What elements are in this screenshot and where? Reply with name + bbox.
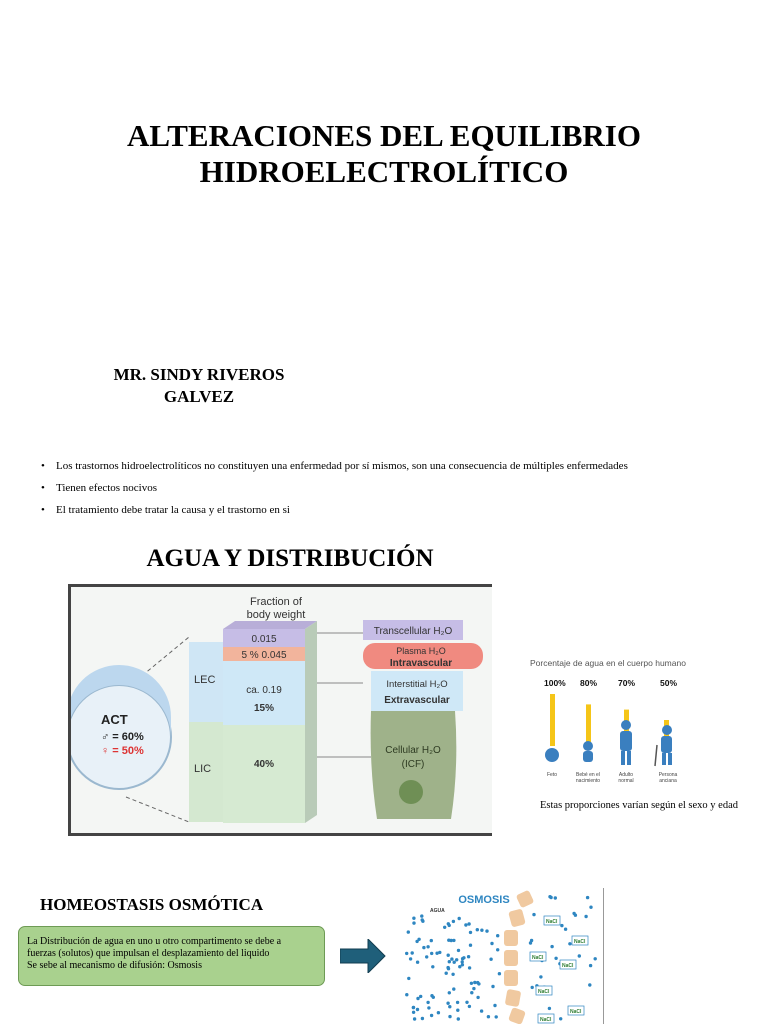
lic-label: LIC — [194, 763, 212, 775]
green-box-line: fuerzas (solutos) que impulsan el desplazamiento del liquido — [27, 948, 270, 959]
water-dot — [491, 985, 494, 988]
water-dot — [467, 955, 470, 958]
water-dot — [405, 993, 408, 996]
water-dot — [448, 1015, 451, 1018]
water-dot — [496, 934, 499, 937]
baby-head-icon — [583, 741, 593, 751]
osmosis-diagram — [400, 888, 603, 1024]
membrane-segment — [504, 930, 518, 946]
water-dot — [435, 952, 438, 955]
elderly-leg-icon — [668, 753, 672, 765]
nacl-label: NaCl — [538, 989, 550, 995]
water-dot — [443, 926, 446, 929]
label-icf: (ICF) — [401, 759, 425, 770]
water-dot — [451, 973, 454, 976]
water-dot — [413, 1017, 416, 1020]
slide-title-line1: ALTERACIONES DEL EQUILIBRIO — [127, 118, 641, 153]
cane-icon — [655, 745, 657, 766]
elderly-body-icon — [661, 736, 672, 753]
water-dot — [594, 957, 597, 960]
bullet-list — [40, 460, 680, 526]
author-name — [90, 364, 308, 408]
caption: Estas proporciones varían según el sexo y edad — [540, 800, 738, 811]
water-dot — [480, 929, 483, 932]
water-dot — [487, 1015, 490, 1018]
water-dot — [495, 1015, 498, 1018]
slide-title-line2: HIDROELECTROLÍTICO — [199, 154, 569, 189]
water-dot — [420, 914, 423, 917]
water-dot — [455, 958, 458, 961]
water-dot — [461, 963, 464, 966]
water-dot — [416, 997, 419, 1000]
label-cellular: Cellular H₂O — [385, 745, 441, 756]
act-male: ♂ = 60% — [101, 731, 144, 743]
water-percent-bar — [550, 694, 555, 746]
figure-label: Persona anciana — [658, 772, 678, 784]
water-dot — [450, 939, 453, 942]
water-dot — [457, 949, 460, 952]
water-dot — [431, 965, 434, 968]
water-distribution-figure — [68, 584, 492, 836]
water-dot — [458, 917, 461, 920]
water-dot — [548, 1007, 551, 1010]
water-dot — [448, 1005, 451, 1008]
cellular-block — [223, 725, 305, 823]
act-female: ♀ = 50% — [101, 745, 144, 757]
water-dot — [452, 920, 455, 923]
water-dot — [430, 994, 433, 997]
membrane-segment — [508, 908, 526, 927]
water-dot — [407, 930, 410, 933]
adult-body-icon — [620, 731, 632, 751]
water-dot — [490, 942, 493, 945]
adult-leg-icon — [621, 751, 625, 765]
water-dot — [447, 922, 450, 925]
membrane-segment — [504, 970, 518, 986]
section-title: AGUA Y DISTRIBUCIÓN — [146, 545, 434, 572]
water-percentage-title: Porcentaje de agua en el cuerpo humano — [530, 658, 686, 668]
water-dot — [422, 946, 425, 949]
nacl-label: NaCl — [574, 939, 586, 945]
water-dot — [411, 951, 414, 954]
osmosis-illustration — [400, 888, 604, 1024]
label-extravascular: Extravascular — [384, 695, 450, 706]
label-plasma: Plasma H₂O — [396, 646, 446, 656]
water-dot — [456, 1001, 459, 1004]
water-dot — [405, 952, 408, 955]
percent-value: 50% — [660, 678, 678, 688]
value-transcellular: 0.015 — [251, 634, 277, 645]
water-dot — [426, 945, 429, 948]
water-dot — [412, 1006, 415, 1009]
membrane-segment — [508, 1007, 526, 1024]
elderly-leg-icon — [662, 753, 666, 765]
water-dot — [426, 1001, 429, 1004]
value-plasma: 5 % 0.045 — [241, 650, 287, 661]
zoom-line — [126, 797, 189, 822]
water-dot — [498, 972, 501, 975]
water-dot — [452, 987, 455, 990]
water-dot — [425, 955, 428, 958]
water-dot — [550, 945, 553, 948]
water-dot — [430, 939, 433, 942]
water-dot — [407, 977, 410, 980]
nacl-label: NaCl — [546, 919, 558, 925]
water-dot — [462, 956, 465, 959]
bullet-item: • Los trastornos hidroelectrolíticos no constituyen una enfermedad por sí mismos, son una consecuencia de múltiples enfermedades — [40, 460, 680, 473]
nacl-label: NaCl — [562, 963, 574, 969]
water-dot — [421, 918, 424, 921]
water-dot — [457, 1017, 460, 1020]
label-intravascular: Intravascular — [389, 658, 453, 669]
nacl-label: NaCl — [532, 955, 544, 961]
water-dot — [586, 896, 589, 899]
water-dot — [473, 981, 476, 984]
water-dot — [445, 972, 448, 975]
green-box-line: La Distribución de agua en uno u otro compartimento se debe a — [27, 936, 282, 947]
fraction-header-line2: body weight — [246, 609, 306, 621]
act-label: ACT — [101, 712, 128, 727]
baby-body-icon — [583, 751, 593, 762]
nacl-label: NaCl — [570, 1009, 582, 1015]
water-dot — [446, 1002, 449, 1005]
water-dot — [549, 896, 552, 899]
fraction-header-line1: Fraction of — [250, 596, 302, 608]
membrane-segment — [505, 989, 522, 1007]
value-15: 15% — [253, 703, 275, 714]
figure-label: Bebé en el nacimiento — [575, 772, 601, 784]
water-dot — [468, 966, 471, 969]
lec-label: LEC — [194, 674, 216, 686]
water-dot — [421, 1017, 424, 1020]
osmosis-text-box — [18, 926, 325, 986]
elderly-head-icon — [662, 725, 672, 735]
water-dot — [470, 982, 473, 985]
water-dot — [416, 961, 419, 964]
water-dot — [430, 952, 433, 955]
water-percentage-chart — [530, 658, 730, 786]
water-dot — [417, 938, 420, 941]
water-dot — [568, 942, 571, 945]
adult-head-icon — [621, 720, 631, 730]
label-interstitial: Interstitial H₂O — [386, 679, 448, 690]
figure-label: Adulto normal — [618, 772, 634, 784]
water-dot — [554, 957, 557, 960]
water-dot — [412, 921, 415, 924]
membrane-segment — [516, 890, 535, 909]
green-box-line: Se sebe al mecanismo de difusión: Osmosis — [27, 960, 202, 971]
label-transcellular: Transcellular H₂O — [373, 626, 453, 637]
water-dot — [584, 915, 587, 918]
water-percent-bar — [586, 704, 591, 746]
water-dot — [467, 922, 470, 925]
water-dot — [476, 996, 479, 999]
water-dot — [453, 961, 456, 964]
water-dot — [589, 964, 592, 967]
water-dot — [472, 987, 475, 990]
osmosis-title: OSMOSIS — [458, 894, 510, 906]
water-dot — [437, 1011, 440, 1014]
water-dot — [531, 986, 534, 989]
bullet-item: • El tratamiento debe tratar la causa y el trastorno en si — [40, 504, 680, 517]
water-dot — [416, 1008, 419, 1011]
homeostasis-title: HOMEOSTASIS OSMÓTICA — [40, 895, 264, 914]
water-label: AGUA — [430, 908, 445, 914]
water-dot — [589, 906, 592, 909]
water-dot — [496, 948, 499, 951]
water-dot — [446, 966, 449, 969]
water-dot — [412, 917, 415, 920]
percent-value: 70% — [618, 678, 636, 688]
water-dot — [489, 958, 492, 961]
water-dot — [559, 1017, 562, 1020]
water-dot — [447, 954, 450, 957]
water-dot — [480, 1009, 483, 1012]
water-dot — [578, 954, 581, 957]
water-dot — [469, 944, 472, 947]
water-dot — [470, 991, 473, 994]
water-dot — [539, 975, 542, 978]
water-dot — [412, 1011, 415, 1014]
water-dot — [554, 896, 557, 899]
water-dot — [493, 1004, 496, 1007]
water-dot — [450, 957, 453, 960]
water-distribution-diagram — [71, 587, 492, 833]
water-dot — [464, 923, 467, 926]
column-side-face — [305, 621, 317, 823]
cell-nucleus — [399, 780, 423, 804]
water-dot — [532, 913, 535, 916]
water-dot — [574, 914, 577, 917]
right-arrow-icon — [340, 939, 386, 973]
water-dot — [560, 924, 563, 927]
water-dot — [476, 928, 479, 931]
value-interstitial: ca. 0.19 — [246, 685, 282, 696]
water-dot — [465, 1001, 468, 1004]
water-dot — [564, 928, 567, 931]
water-dot — [588, 983, 591, 986]
water-dot — [469, 931, 472, 934]
adult-leg-icon — [627, 751, 631, 765]
author-line1: MR. SINDY RIVEROS — [113, 365, 285, 384]
water-dot — [468, 1005, 471, 1008]
water-dot — [476, 981, 479, 984]
water-dot — [448, 991, 451, 994]
water-dot — [427, 1006, 430, 1009]
percent-value: 80% — [580, 678, 598, 688]
water-dot — [485, 929, 488, 932]
water-dot — [448, 960, 451, 963]
author-line2: GALVEZ — [163, 387, 235, 406]
water-dot — [430, 1014, 433, 1017]
value-40: 40% — [253, 759, 275, 770]
fetus-figure-icon — [545, 748, 559, 762]
water-dot — [456, 1009, 459, 1012]
nacl-label: NaCl — [540, 1017, 552, 1023]
percent-value: 100% — [544, 678, 566, 688]
water-dot — [461, 960, 464, 963]
column-top-face — [223, 621, 317, 629]
figure-label: Feto — [546, 772, 557, 778]
membrane-segment — [504, 950, 518, 966]
slide-title — [60, 118, 708, 190]
water-dot — [529, 941, 532, 944]
water-dot — [409, 957, 412, 960]
bullet-item: • Tienen efectos nocivos — [40, 482, 680, 495]
water-figures — [530, 690, 730, 780]
water-dot — [419, 995, 422, 998]
